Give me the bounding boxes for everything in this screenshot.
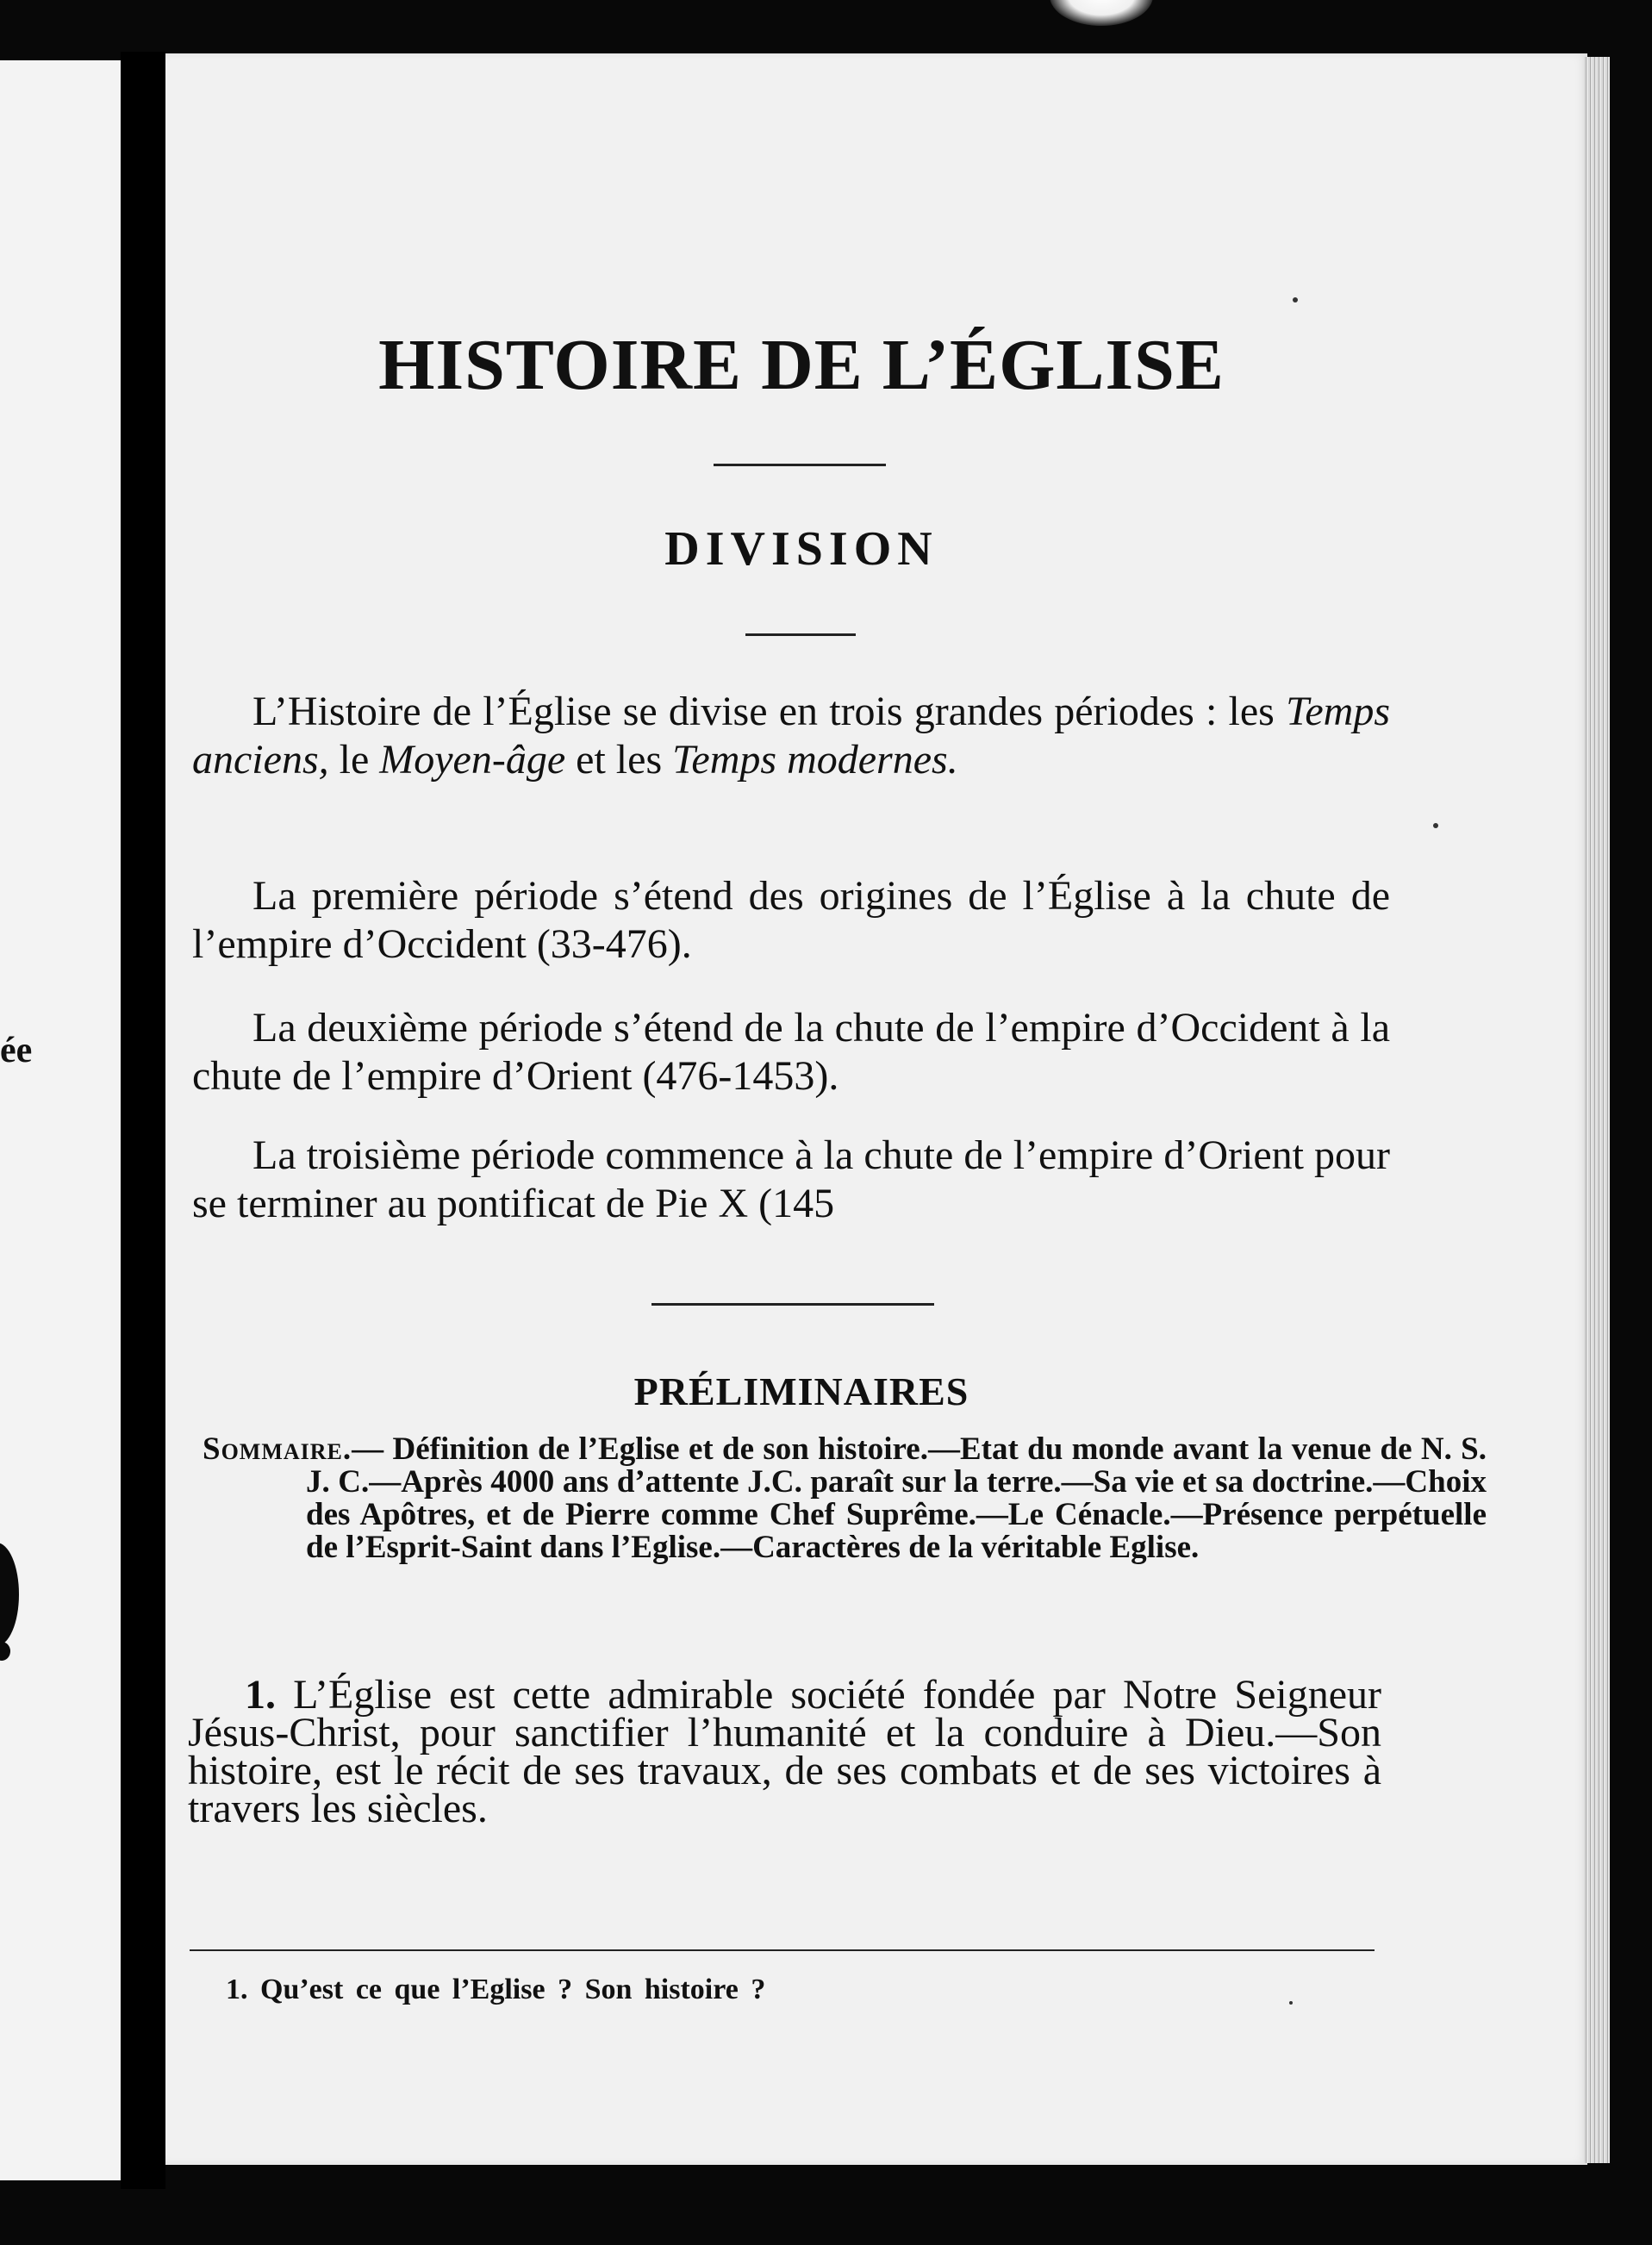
first-period-paragraph: La première période s’étend des origines de l’Église à la chute de l’empire d’Occident (33-476). xyxy=(192,873,1390,967)
print-speck xyxy=(1289,2001,1293,2005)
print-speck xyxy=(1293,297,1298,302)
left-page-edge-text: ée xyxy=(0,1031,33,1070)
intro-italic-temps-anciens: Temps anciens, xyxy=(192,689,1390,783)
summary-text: — Définition de l’Eglise et de son histoire.—Etat du monde avant la venue de N. S. J. C.—Après 4000 ans d’attente J.C. paraît sur la terre.—Sa vie et sa doctrine.—Choix des Apôtres, et de Pierre comme Chef Suprême.—Le Cénacle.—Présence perpétuelle de l’Esprit-Saint dans l’Eglise.—Caractères de la véritable Eglise. xyxy=(306,1431,1487,1565)
subtitle-divider xyxy=(745,633,856,636)
numbered-paragraph xyxy=(188,1672,1381,1831)
left-page-ink-mark xyxy=(0,1642,10,1661)
third-period-paragraph: La troisième période commence à la chute de l’empire d’Orient pour se terminer au pontificat de Pie X (145 xyxy=(192,1132,1390,1226)
footnote-question: 1. Qu’est ce que l’Eglise ? Son histoire ? xyxy=(226,1974,766,2005)
intro-text-2: le xyxy=(328,737,380,783)
scanner-light-glare xyxy=(1050,0,1153,26)
intro-paragraph xyxy=(192,688,1390,784)
numbered-paragraph-text: L’Église est cette admirable société fondée par Notre Seigneur Jésus-Christ, pour sanctifier l’humanité et la conduire à Dieu.—Son histoire, est le récit de ses travaux, de ses combats et de ses victoires à travers les siècles. xyxy=(188,1672,1381,1831)
left-page-ink-mark xyxy=(0,1543,19,1646)
footnote-divider xyxy=(190,1949,1375,1951)
section-divider xyxy=(651,1303,934,1306)
intro-text-3: et les xyxy=(565,737,673,783)
print-speck xyxy=(1433,823,1438,828)
paragraph-number: 1. xyxy=(245,1672,276,1718)
intro-italic-temps-modernes: Temps modernes. xyxy=(672,737,958,783)
intro-text-1: L’Histoire de l’Église se divise en trois grandes périodes : les xyxy=(252,689,1287,734)
second-period-paragraph: La deuxième période s’étend de la chute de l’empire d’Occident à la chute de l’empire d’Orient (476-1453). xyxy=(192,1005,1390,1099)
summary-block xyxy=(203,1433,1487,1564)
section-subtitle: DIVISION xyxy=(664,522,938,576)
summary-label: Sommaire. xyxy=(203,1431,352,1467)
title-divider xyxy=(714,464,886,466)
intro-italic-moyen-age: Moyen-âge xyxy=(379,737,566,783)
section-heading: PRÉLIMINAIRES xyxy=(633,1369,969,1413)
page-title: HISTOIRE DE L’ÉGLISE xyxy=(378,325,1225,405)
